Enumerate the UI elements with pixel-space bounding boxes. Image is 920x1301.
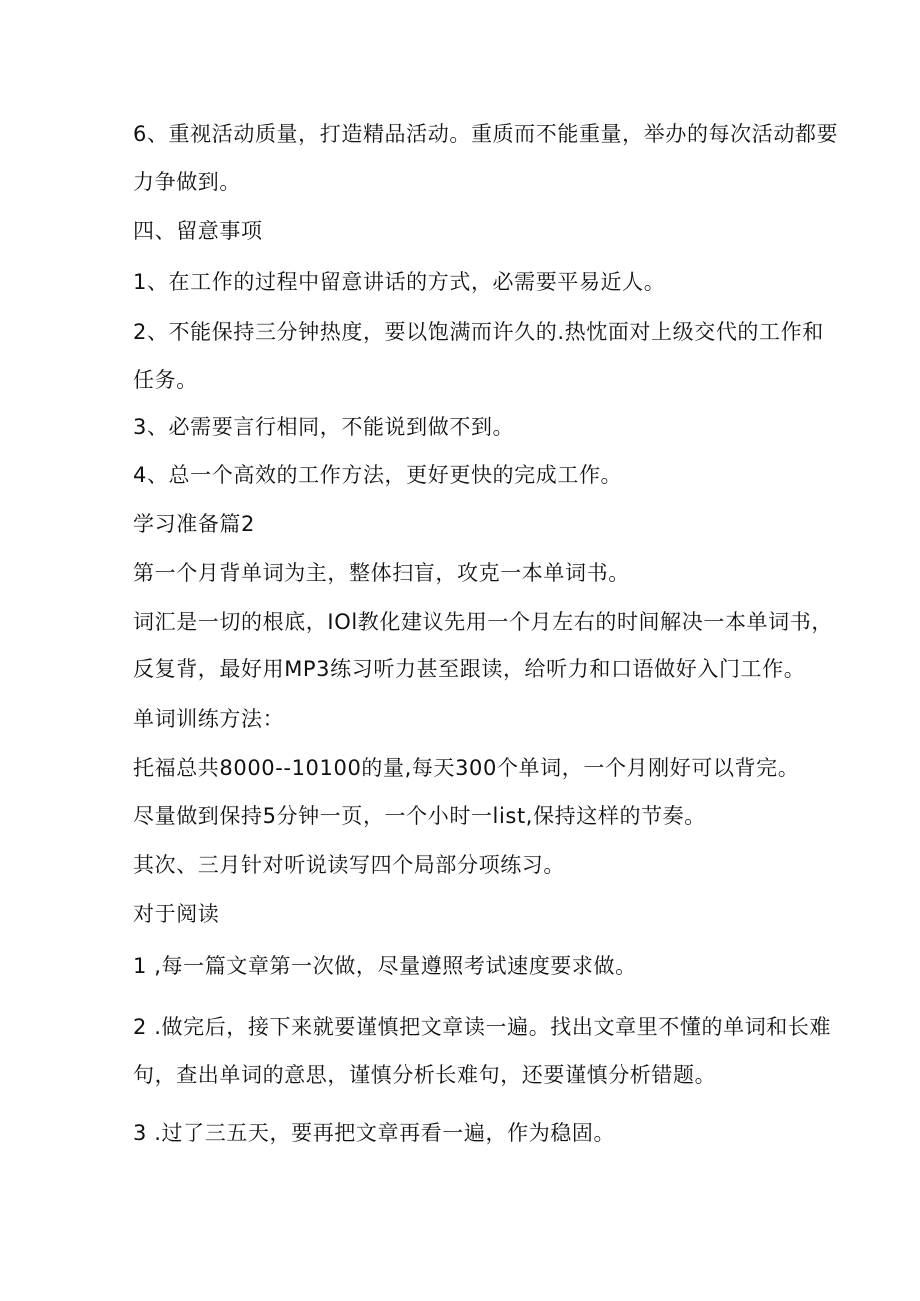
paragraph-second-third-month: 其次、三月针对听说读写四个局部分项练习。 — [133, 853, 565, 877]
subheading-word-method: 单词训练方法： — [133, 707, 285, 731]
paragraph-word-total: 托福总共8000--10100的量,每天300个单词，一个月刚好可以背完。 — [133, 756, 800, 780]
paragraph-first-month: 第一个月背单词为主，整体扫盲，攻克一本单词书。 — [133, 561, 630, 585]
paragraph-note-2: 2、不能保持三分钟热度，要以饱满而许久的.热忱面对上级交代的工作和 — [133, 320, 824, 344]
paragraph-note-1: 1、在工作的过程中留意讲话的方式，必需要平易近人。 — [133, 270, 666, 294]
paragraph-note-4: 4、总一个高效的工作方法，更好更快的完成工作。 — [133, 463, 623, 487]
paragraph-vocabulary: 词汇是一切的根底，IOl教化建议先用一个月左右的时间解决一本单词书， — [133, 610, 833, 634]
paragraph-vocabulary-continued: 反复背，最好用MP3练习听力甚至跟读，给听力和口语做好入门工作。 — [133, 657, 806, 681]
paragraph-item-6: 6、重视活动质量，打造精品活动。重质而不能重量，举办的每次活动都要 — [133, 122, 839, 146]
paragraph-word-pace: 尽量做到保持5分钟一页，一个小时一list,保持这样的节奏。 — [133, 804, 706, 828]
paragraph-reading-2-continued: 句，查出单词的意思，谨慎分析长难句，还要谨慎分析错题。 — [133, 1063, 717, 1087]
subheading-reading: 对于阅读 — [133, 902, 220, 926]
paragraph-reading-1: 1 ,每一篇文章第一次做，尽量遵照考试速度要求做。 — [133, 954, 637, 978]
paragraph-note-2-continued: 任务。 — [133, 368, 198, 392]
section-heading-notes: 四、留意事项 — [133, 219, 263, 243]
paragraph-reading-3: 3 .过了三五天，要再把文章再看一遍，作为稳固。 — [133, 1121, 616, 1145]
paragraph-reading-2: 2 .做完后，接下来就要谨慎把文章读一遍。找出文章里不懂的单词和长难 — [133, 1015, 832, 1039]
paragraph-note-3: 3、必需要言行相同，不能说到做不到。 — [133, 415, 515, 439]
section-heading-study-prep-2: 学习准备篇2 — [133, 512, 255, 536]
paragraph-item-6-continued: 力争做到。 — [133, 170, 241, 194]
